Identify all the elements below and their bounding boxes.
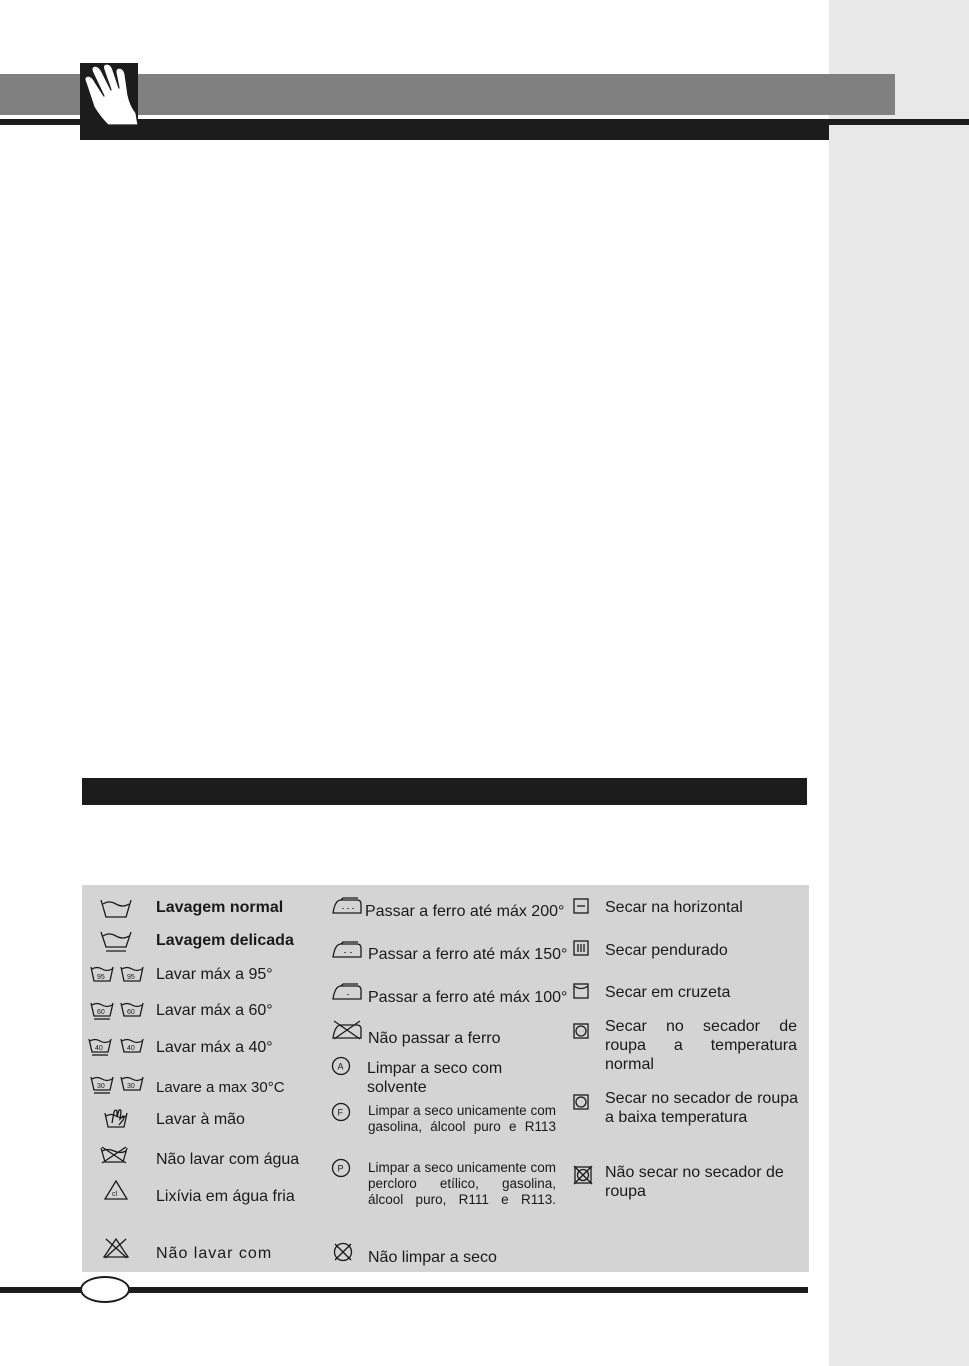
no-bleach-icon [102,1237,130,1259]
symbol-label: Passar a ferro até máx 200° [365,903,565,920]
drip-dry-icon [573,940,589,956]
tumble-dry-normal-icon [573,1023,589,1039]
iron-1-dot-icon [332,983,362,1001]
svg-text:cl: cl [112,1191,118,1198]
symbol-label: Secar no secador de roupa a baixa temperatura [605,1090,799,1126]
no-dry-clean-icon [333,1242,353,1262]
section-bar [82,778,807,805]
wash-95-icon [90,965,145,983]
iron-3-dots-icon [332,897,362,915]
symbol-label: Passar a ferro até máx 150° [368,946,568,963]
no-tumble-dry-icon [573,1165,593,1185]
svg-text:95: 95 [127,974,135,981]
dry-clean-a-icon [331,1056,351,1076]
symbol-label: Não lavar com [156,1245,273,1262]
symbol-label: Não passar a ferro [368,1030,501,1047]
symbol-label: Lixívia em água fria [156,1188,295,1205]
symbol-label: Secar no secador de roupa a temperatura normal [605,1018,797,1073]
page-number-oval [80,1276,130,1303]
hand-wash-icon [104,1107,128,1129]
symbol-label: Lavar à mão [156,1111,245,1128]
dry-clean-p-icon [331,1158,351,1178]
no-iron-icon [332,1020,362,1040]
symbol-label: Limpar a seco com solvente [367,1060,503,1096]
svg-text:P: P [337,1163,344,1174]
symbol-label: Secar em cruzeta [605,984,731,1001]
symbol-label: Secar na horizontal [605,899,743,916]
symbol-label: Não secar no secador de roupa [605,1164,784,1200]
symbol-label: Lavare a max 30°C [156,1079,285,1096]
svg-text:30: 30 [127,1083,135,1090]
no-wash-icon [100,1146,128,1164]
svg-text:A: A [337,1061,344,1072]
svg-text:40: 40 [127,1045,135,1052]
tumble-dry-low-icon [573,1094,589,1110]
dry-flat-icon [573,898,589,914]
line-dry-icon [573,983,589,999]
symbol-label: Lavagem delicada [156,932,294,949]
symbol-label: Limpar a seco unicamente com percloro etílico, gasolina, álcool puro, R111 e R113. [368,1160,556,1207]
care-symbols-table [82,885,809,1272]
symbol-label: Passar a ferro até máx 100° [368,989,568,1006]
symbol-label: Limpar a seco unicamente com gasolina, álcool puro e R113 [368,1103,556,1134]
symbol-label: Lavar máx a 40° [156,1039,273,1056]
dry-clean-f-icon [331,1102,351,1122]
svg-text:40: 40 [95,1045,103,1052]
washtub-icon [100,898,132,918]
iron-2-dots-icon [332,941,362,959]
bleach-cl-icon [104,1180,128,1200]
hand-logo-box [80,63,138,125]
washtub-delicate-icon [100,930,132,952]
svg-text:60: 60 [127,1009,135,1016]
svg-text:60: 60 [97,1009,105,1016]
svg-text:30: 30 [97,1083,105,1090]
symbol-label: Lavar máx a 95° [156,966,273,983]
svg-text:95: 95 [97,974,105,981]
hand-icon [80,63,138,125]
header-black-band [80,125,829,140]
symbol-label: Lavagem normal [156,899,284,916]
wash-30-icon [90,1075,145,1095]
side-panel [829,0,969,1366]
symbol-label: Lavar máx a 60° [156,1002,273,1019]
wash-60-icon [90,1001,145,1021]
wash-40-icon [88,1037,145,1057]
svg-text:F: F [337,1107,343,1118]
symbol-label: Não lavar com água [156,1151,300,1168]
symbol-label: Não limpar a seco [368,1249,497,1266]
symbol-label: Secar pendurado [605,942,728,959]
